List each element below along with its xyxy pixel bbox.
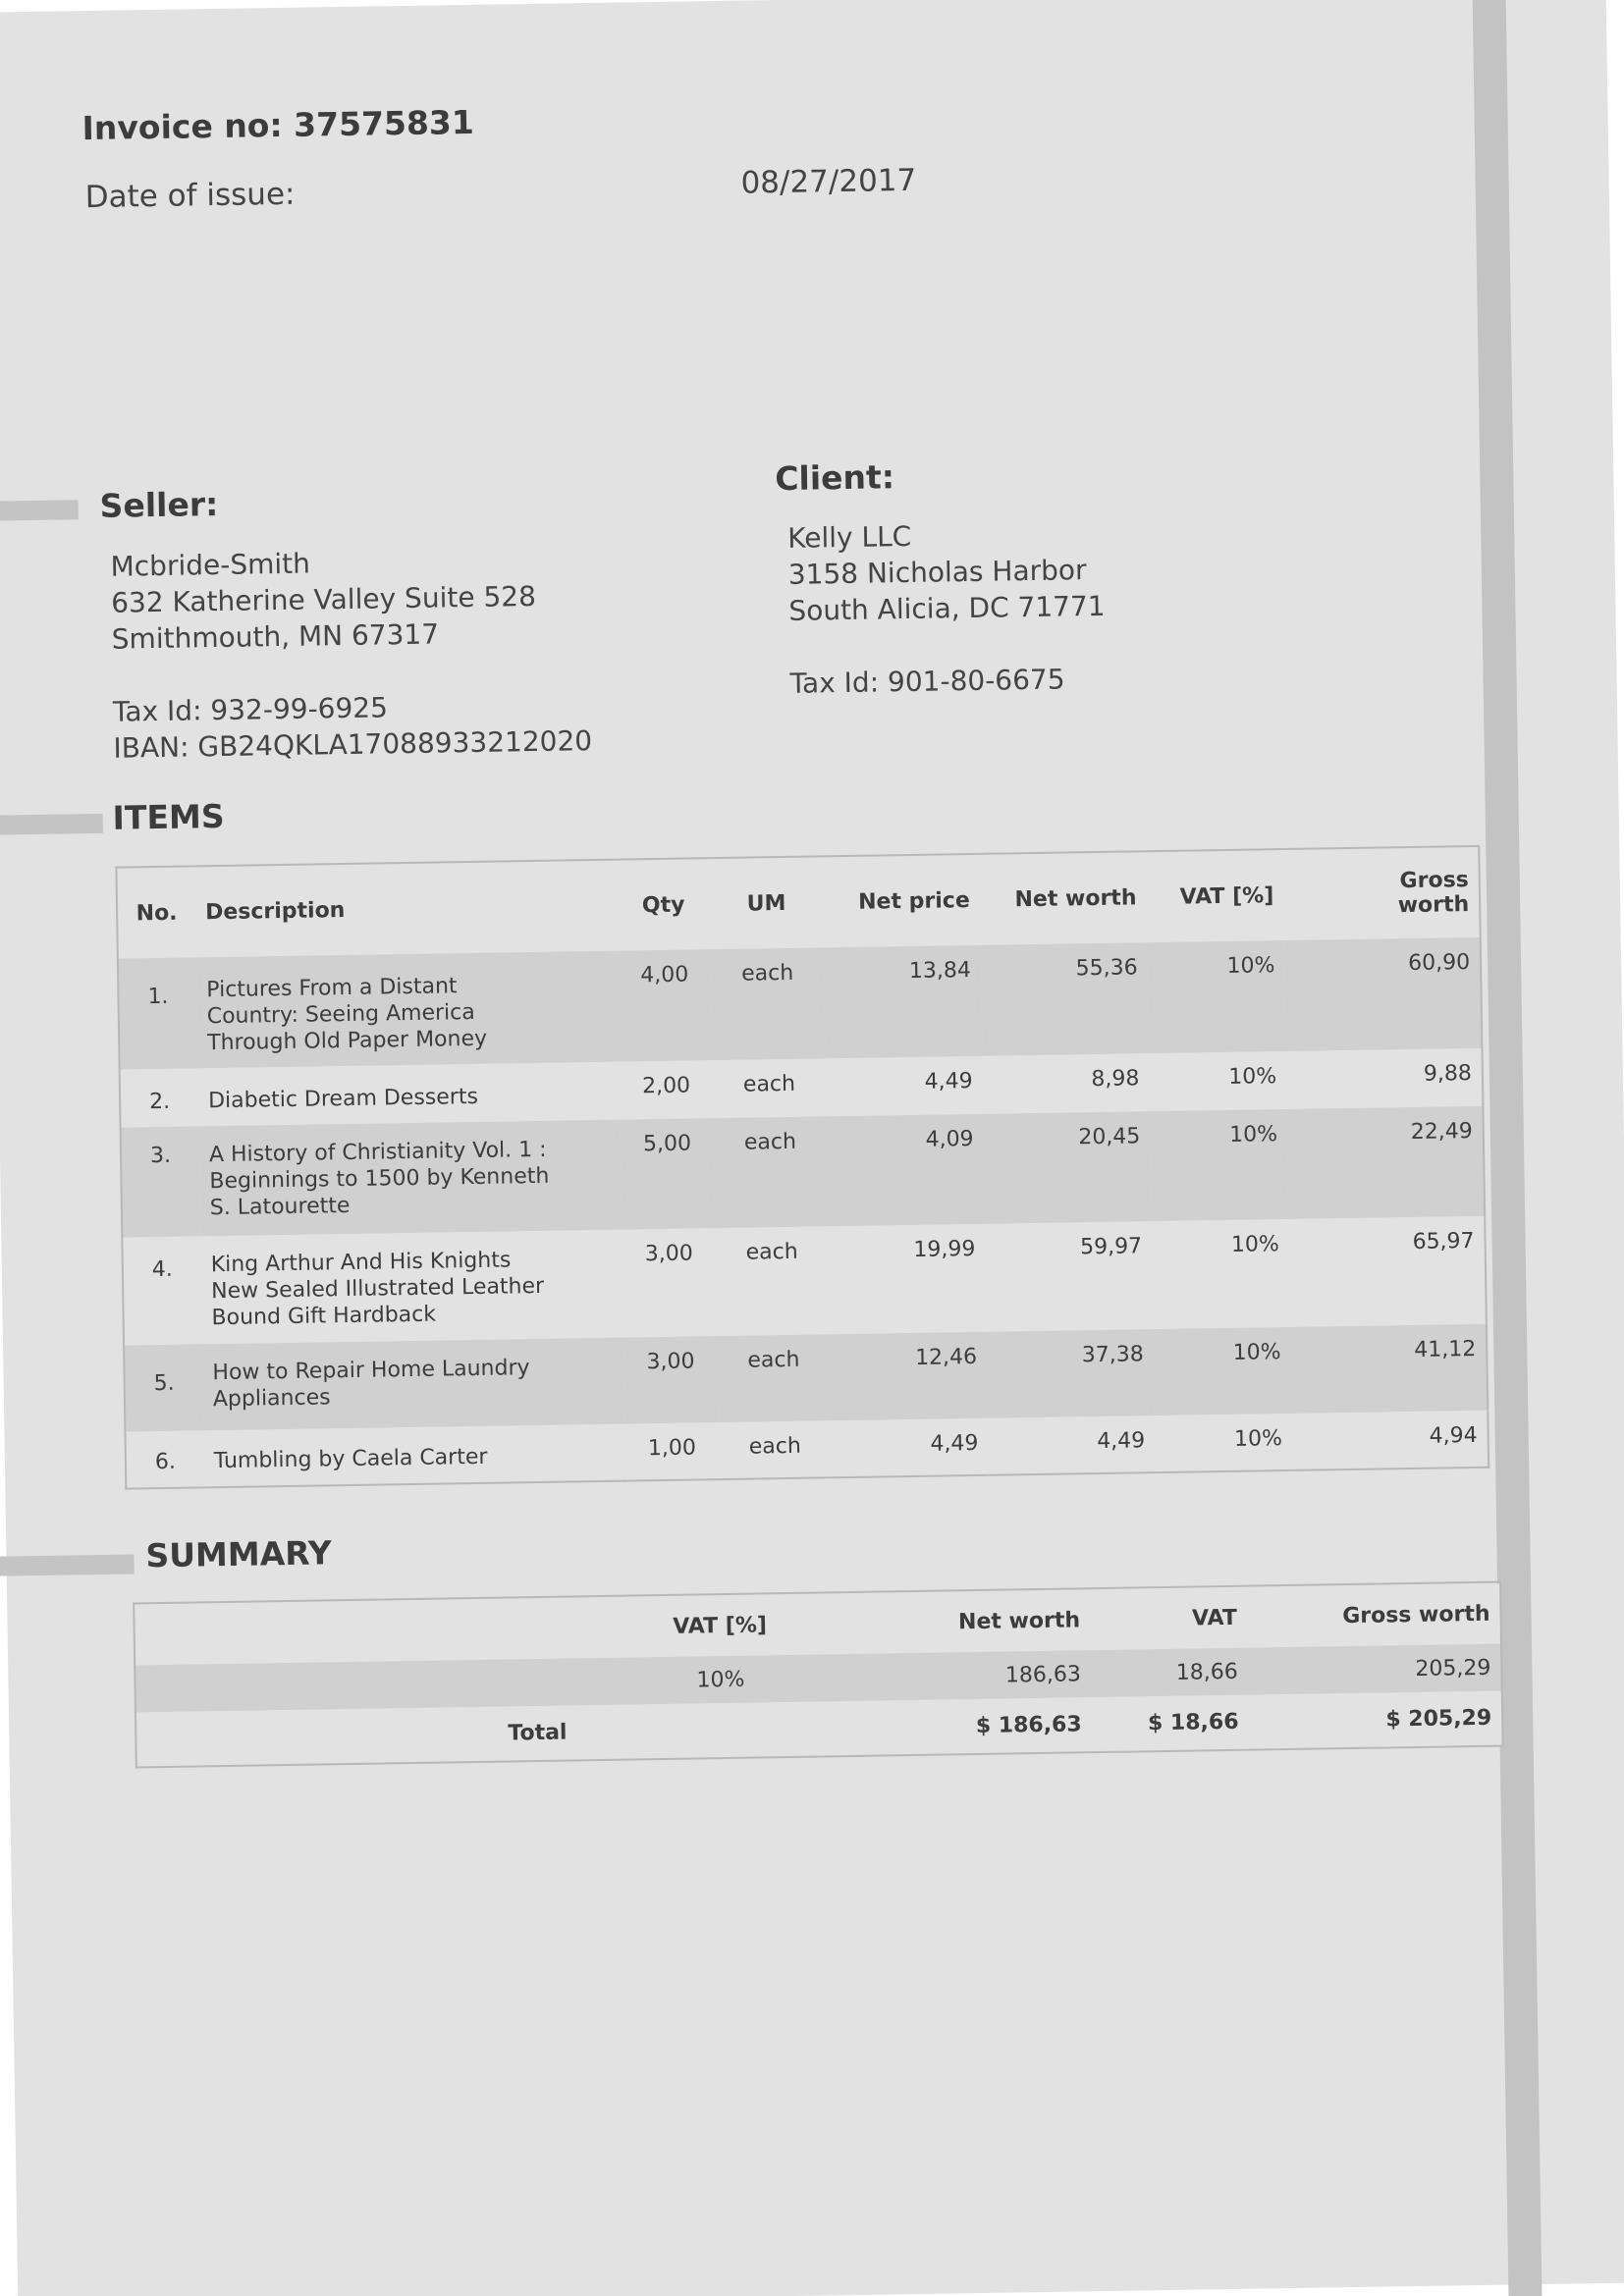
seller-title: Seller: [99, 484, 219, 525]
row-vat: 10% [1155, 1414, 1293, 1472]
row-qty: 3,00 [623, 1336, 718, 1423]
row-net-worth: 4,49 [988, 1415, 1156, 1475]
row-um: each [713, 1058, 827, 1118]
row-description-line: A History of Christianity Vol. 1 : [208, 1137, 547, 1168]
header-qty: Qty [616, 858, 710, 950]
row-qty: 4,00 [618, 949, 713, 1061]
row-net-worth: 55,36 [980, 942, 1149, 1056]
header-net-price: Net price [822, 854, 980, 947]
row-no: 3. [121, 1126, 201, 1237]
row-net-price: 19,99 [828, 1224, 986, 1334]
row-description [202, 1338, 625, 1431]
row-vat: 10% [1152, 1219, 1290, 1329]
client-name: Kelly LLC [786, 519, 912, 555]
table-row [122, 1216, 1487, 1346]
summary-header-net-worth: Net worth [844, 1588, 1091, 1654]
row-description-line: Bound Gift Hardback [211, 1302, 437, 1331]
summary-total-label: Total [135, 1705, 597, 1767]
summary-title: SUMMARY [145, 1533, 333, 1575]
row-description-line: Diabetic Dream Desserts [207, 1084, 479, 1114]
items-section-marker [0, 814, 103, 835]
row-net-worth: 59,97 [985, 1221, 1153, 1332]
seller-name: Mcbride-Smith [110, 547, 311, 583]
client-address-line1: 3158 Nicholas Harbor [787, 554, 1087, 591]
summary-vat-rate: 10% [595, 1654, 845, 1705]
row-gross-worth: 22,49 [1287, 1106, 1485, 1219]
seller-section-marker [0, 500, 79, 521]
row-description-line: Beginnings to 1500 by Kenneth [209, 1163, 550, 1195]
row-gross-worth: 9,88 [1286, 1048, 1484, 1109]
row-net-price: 13,84 [824, 945, 983, 1058]
client-tax-id: Tax Id: 901-80-6675 [789, 663, 1065, 700]
summary-total-vat: $ 18,66 [1091, 1695, 1249, 1753]
summary-gross-worth: 205,29 [1247, 1644, 1501, 1695]
issue-date-label: Date of issue: [84, 176, 296, 216]
row-description [198, 1062, 621, 1127]
table-row [121, 1106, 1486, 1238]
row-no: 6. [125, 1430, 204, 1488]
row-no: 2. [120, 1068, 199, 1127]
header-gross-line1: Gross [1399, 868, 1469, 894]
row-qty: 5,00 [621, 1118, 716, 1229]
invoice-number: Invoice no: 37575831 [81, 102, 475, 148]
issue-date-value: 08/27/2017 [740, 162, 917, 201]
row-description-line: King Arthur And His Knights [210, 1248, 512, 1278]
row-vat: 10% [1150, 1109, 1289, 1221]
summary-header-gross-worth: Gross worth [1246, 1582, 1501, 1648]
row-net-worth: 20,45 [983, 1111, 1152, 1224]
row-um: each [714, 1116, 829, 1228]
summary-total-gross-worth: $ 205,29 [1248, 1691, 1503, 1750]
header-description: Description [194, 860, 618, 958]
row-net-price: 12,46 [830, 1332, 988, 1420]
seller-iban: IBAN: GB24QKLA17088933212020 [113, 724, 593, 765]
row-gross-worth: 65,97 [1288, 1216, 1486, 1327]
row-description-line: S. Latourette [209, 1193, 351, 1221]
items-title: ITEMS [112, 796, 225, 837]
summary-row-empty [135, 1658, 596, 1712]
row-gross-worth: 4,94 [1292, 1411, 1489, 1470]
row-no: 1. [118, 957, 198, 1069]
row-description-line: Appliances [212, 1385, 331, 1413]
row-net-worth: 37,38 [987, 1329, 1155, 1418]
row-um: each [718, 1420, 832, 1479]
row-description-line: Country: Seeing America [206, 999, 475, 1030]
row-qty: 3,00 [622, 1228, 717, 1337]
table-row [118, 937, 1483, 1070]
row-description-line: New Sealed Illustrated Leather [210, 1273, 545, 1305]
row-gross-worth: 41,12 [1290, 1324, 1488, 1414]
row-description [203, 1424, 625, 1488]
summary-total-empty [596, 1701, 846, 1760]
row-no: 4. [122, 1236, 202, 1345]
row-net-worth: 8,98 [982, 1053, 1150, 1114]
row-qty: 1,00 [625, 1422, 720, 1480]
header-gross-worth [1283, 846, 1481, 940]
row-description-line: Pictures From a Distant [206, 974, 458, 1003]
row-vat: 10% [1149, 1051, 1287, 1111]
items-table [115, 845, 1489, 1490]
row-gross-worth: 60,90 [1284, 937, 1483, 1051]
seller-tax-id: Tax Id: 932-99-6925 [112, 691, 389, 728]
summary-net-worth: 186,63 [845, 1650, 1091, 1701]
row-vat: 10% [1153, 1327, 1291, 1415]
header-gross-line2: worth [1397, 892, 1470, 919]
row-description-line: How to Repair Home Laundry [212, 1356, 530, 1386]
summary-header-empty [134, 1596, 595, 1665]
row-description [200, 1230, 623, 1345]
seller-address-line2: Smithmouth, MN 67317 [111, 617, 440, 656]
row-description [199, 1120, 623, 1237]
row-description-line: Through Old Paper Money [206, 1026, 488, 1056]
summary-header-vat-rate: VAT [%] [594, 1592, 845, 1658]
summary-header-vat: VAT [1090, 1586, 1248, 1651]
header-um: UM [709, 856, 823, 949]
row-qty: 2,00 [620, 1060, 714, 1119]
row-description [196, 951, 620, 1069]
row-vat: 10% [1147, 940, 1286, 1053]
row-description-line: Tumbling by Caela Carter [213, 1444, 488, 1474]
spacer [789, 624, 1107, 666]
summary-vat: 18,66 [1091, 1648, 1249, 1698]
header-no: No. [116, 866, 195, 958]
header-net-worth: Net worth [979, 851, 1147, 945]
summary-total-net-worth: $ 186,63 [846, 1697, 1093, 1756]
client-address-line2: South Alicia, DC 71771 [788, 589, 1106, 627]
row-um: each [711, 947, 826, 1060]
summary-section-marker [0, 1554, 135, 1575]
row-um: each [717, 1334, 831, 1422]
summary-table [133, 1581, 1503, 1769]
seller-details [110, 541, 592, 767]
client-details [787, 515, 1107, 702]
row-um: each [715, 1226, 830, 1336]
header-vat: VAT [%] [1146, 849, 1284, 942]
row-net-price: 4,49 [831, 1418, 989, 1478]
row-net-price: 4,09 [826, 1114, 985, 1226]
client-title: Client: [774, 457, 895, 499]
seller-address-line1: 632 Katherine Valley Suite 528 [110, 579, 537, 619]
row-net-price: 4,49 [826, 1056, 984, 1117]
row-no: 5. [124, 1344, 203, 1431]
